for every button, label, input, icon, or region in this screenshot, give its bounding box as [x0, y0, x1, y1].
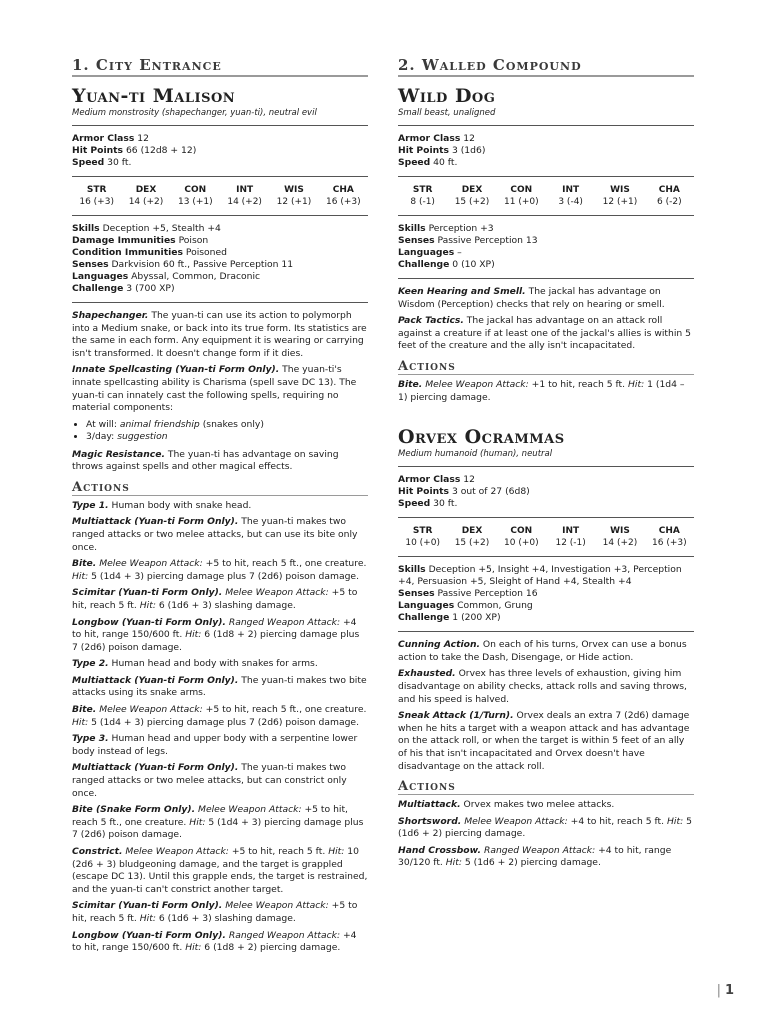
languages: Languages – — [398, 247, 462, 258]
action-entry: Type 1. Human body with snake head. — [72, 499, 252, 511]
ability-wis: WIS 12 (+1) — [276, 185, 312, 207]
action-entry: Longbow (Yuan-ti Form Only). Ranged Weapon Attack: +4 to hit, range 150/600 ft. Hit: 6 (1d8 + 2) piercing damage plus 7 (2d6) poison damage. — [72, 616, 360, 653]
trait: Keen Hearing and Smell. The jackal has advantage on Wisdom (Perception) checks that rely on hearing or smell. — [398, 286, 665, 310]
ability-con: CON 11 (+0) — [504, 185, 539, 207]
hit-points: Hit Points 3 out of 27 (6d8) — [398, 486, 530, 498]
creature-type: Small beast, unaligned — [398, 108, 496, 118]
divider — [398, 466, 694, 467]
action-entry: Bite (Snake Form Only). Melee Weapon Attack: +5 to hit, reach 5 ft., one creature. Hit: 5 (1d4 + 3) piercing damage plus 7 (2d6) poison damage. — [72, 804, 364, 841]
armor-class: Armor Class 12 — [398, 474, 475, 486]
trait: Shapechanger. The yuan-ti can use its action to polymorph into a Medium snake, or back into its true form. Its statistics are the same in each form. Any equipment it is wearing or carrying isn't transformed. It doesn't change form if it dies. — [72, 310, 367, 359]
ability-int: INT 3 (-4) — [558, 185, 583, 207]
ability-scores — [72, 184, 368, 208]
trait: Magic Resistance. The yuan-ti has advantage on saving throws against spells and other magical effects. — [72, 448, 339, 473]
divider — [398, 215, 694, 216]
page-number-divider: | — [716, 983, 721, 998]
hit-points: Hit Points 3 (1d6) — [398, 145, 486, 156]
armor-class: Armor Class 12 — [398, 133, 475, 144]
ability-cha: CHA 6 (-2) — [657, 185, 682, 207]
action-list — [398, 379, 694, 404]
action-entry: Multiattack (Yuan-ti Form Only). The yuan-ti makes two ranged attacks or two melee attacks, but can constrict only once. — [72, 762, 347, 799]
action-entry: Multiattack. Orvex makes two melee attacks. — [398, 799, 615, 811]
ability-wis: WIS 12 (+1) — [602, 185, 638, 207]
stat-block-wild-dog — [398, 85, 694, 404]
action-entry: Shortsword. Melee Weapon Attack: +4 to hit, reach 5 ft. Hit: 5 (1d6 + 2) piercing damage. — [398, 815, 692, 840]
ability-con: CON 13 (+1) — [178, 185, 213, 207]
action-entry: Multiattack (Yuan-ti Form Only). The yuan-ti makes two ranged attacks or two melee attacks, but can use its bite only once. — [72, 516, 358, 553]
divider — [398, 631, 694, 632]
action-entry: Scimitar (Yuan-ti Form Only). Melee Weapon Attack: +5 to hit, reach 5 ft. Hit: 6 (1d6 + 3) slashing damage. — [72, 900, 358, 924]
condition-immunities: Condition Immunities Poisoned — [72, 247, 227, 258]
section-title-walled-compound: 2. Walled Compound — [398, 56, 694, 77]
trait: Cunning Action. On each of his turns, Orvex can use a bonus action to take the Dash, Disengage, or Hide action. — [398, 639, 687, 663]
section-title-city-entrance: 1. City Entrance — [72, 56, 368, 77]
action-entry: Bite. Melee Weapon Attack: +5 to hit, reach 5 ft., one creature. Hit: 5 (1d4 + 3) piercing damage plus 7 (2d6) poison damage. — [72, 558, 367, 582]
divider — [398, 556, 694, 557]
spacer — [398, 408, 694, 426]
senses: Senses Passive Perception 13 — [398, 235, 538, 246]
skills: Skills Deception +5, Insight +4, Investigation +3, Perception +4, Persuasion +5, Sleight of Hand +4, Stealth +4 — [398, 564, 682, 588]
ability-cha: CHA 16 (+3) — [652, 526, 687, 549]
divider — [398, 125, 694, 126]
trait: Exhausted. Orvex has three levels of exhaustion, giving him disadvantage on ability checks, attack rolls and saving throws, and his speed is halved. — [398, 668, 687, 705]
trait: Pack Tactics. The jackal has advantage on an attack roll against a creature if at least one of the jackal's allies is within 5 feet of the creature and the ally isn't incapacitated. — [398, 315, 691, 352]
senses: Senses Passive Perception 16 — [398, 588, 538, 600]
ability-scores — [398, 184, 694, 208]
speed: Speed 30 ft. — [398, 498, 458, 510]
ability-str: STR 10 (+0) — [405, 526, 440, 549]
ability-con: CON 10 (+0) — [504, 526, 539, 549]
damage-immunities: Damage Immunities Poison — [72, 235, 209, 246]
challenge: Challenge 3 (700 XP) — [72, 283, 175, 294]
right-column — [398, 56, 694, 874]
creature-type: Medium humanoid (human), neutral — [398, 449, 553, 460]
left-column — [72, 56, 368, 959]
creature-name: Wild Dog — [398, 85, 496, 107]
actions-heading: Actions — [72, 480, 368, 496]
action-entry: Bite. Melee Weapon Attack: +1 to hit, reach 5 ft. Hit: 1 (1d4 – 1) piercing damage. — [398, 378, 685, 403]
spell-list-item: • 3/day: suggestion — [86, 431, 368, 443]
ability-int: INT 14 (+2) — [227, 185, 262, 207]
speed: Speed 40 ft. — [398, 157, 458, 168]
page-number: | 1 — [716, 983, 734, 998]
senses: Senses Darkvision 60 ft., Passive Perception 11 — [72, 259, 294, 270]
action-entry: Constrict. Melee Weapon Attack: +5 to hit, reach 5 ft. Hit: 10 (2d6 + 3) bludgeoning damage, and the target is grappled (escape DC 13). Until this grapple ends, the target is restrained, and the yuan-ti can't constrict another target. — [72, 846, 368, 895]
action-list — [72, 500, 368, 955]
divider — [72, 125, 368, 126]
ability-wis: WIS 14 (+2) — [602, 526, 638, 549]
divider — [398, 278, 694, 279]
languages: Languages Common, Grung — [398, 600, 533, 612]
languages: Languages Abyssal, Common, Draconic — [72, 271, 261, 282]
speed: Speed 30 ft. — [72, 157, 132, 168]
trait: Sneak Attack (1/Turn). Orvex deals an extra 7 (2d6) damage when he hits a target with a weapon attack and has advantage on the attack roll, or when the target is within 5 feet of an ally of his that isn't incapacitated and Orvex doesn't have disadvantage on the attack roll. — [398, 710, 690, 772]
actions-heading: Actions — [398, 779, 694, 795]
divider — [72, 215, 368, 216]
ability-dex: DEX 14 (+2) — [128, 185, 164, 207]
divider — [398, 176, 694, 177]
action-entry: Longbow (Yuan-ti Form Only). Ranged Weapon Attack: +4 to hit, range 150/600 ft. Hit: 6 (1d8 + 2) piercing damage. — [72, 929, 357, 954]
skills: Skills Perception +3 — [398, 223, 494, 234]
action-entry: Type 3. Human head and upper body with a serpentine lower body instead of legs. — [72, 733, 358, 757]
divider — [72, 302, 368, 303]
skills: Skills Deception +5, Stealth +4 — [72, 223, 221, 234]
action-entry: Multiattack (Yuan-ti Form Only). The yuan-ti makes two bite attacks using its snake arms. — [72, 674, 367, 699]
ability-cha: CHA 16 (+3) — [326, 185, 361, 207]
actions-heading: Actions — [398, 359, 694, 375]
spell-list-item: • At will: animal friendship (snakes only) — [86, 419, 368, 431]
action-entry: Bite. Melee Weapon Attack: +5 to hit, reach 5 ft., one creature. Hit: 5 (1d4 + 3) piercing damage plus 7 (2d6) poison damage. — [72, 704, 367, 728]
divider — [398, 517, 694, 518]
armor-class: Armor Class 12 — [72, 133, 149, 144]
ability-int: INT 12 (-1) — [555, 526, 586, 549]
action-entry: Hand Crossbow. Ranged Weapon Attack: +4 to hit, range 30/120 ft. Hit: 5 (1d6 + 2) piercing damage. — [398, 844, 672, 869]
ability-scores — [398, 525, 694, 549]
challenge: Challenge 0 (10 XP) — [398, 259, 495, 270]
challenge: Challenge 1 (200 XP) — [398, 612, 501, 624]
creature-type: Medium monstrosity (shapechanger, yuan-ti), neutral evil — [72, 108, 317, 118]
stat-block-yuanti — [72, 85, 368, 955]
hit-points: Hit Points 66 (12d8 + 12) — [72, 145, 197, 156]
ability-str: STR 16 (+3) — [79, 185, 114, 207]
action-entry: Type 2. Human head and body with snakes for arms. — [72, 658, 318, 670]
stat-block-orvex — [398, 426, 694, 870]
action-list — [398, 799, 694, 870]
spell-list — [72, 419, 368, 444]
trait: Innate Spellcasting (Yuan-ti Form Only). The yuan-ti's innate spellcasting ability is Charisma (spell save DC 13). The yuan-ti can innately cast the following spells, requiring no material components: — [72, 364, 357, 414]
divider — [72, 176, 368, 177]
ability-dex: DEX 15 (+2) — [454, 185, 490, 207]
ability-str: STR 8 (-1) — [410, 185, 435, 207]
ability-dex: DEX 15 (+2) — [454, 526, 490, 549]
creature-name: Orvex Ocrammas — [398, 426, 565, 449]
creature-name: Yuan-ti Malison — [72, 85, 236, 107]
action-entry: Scimitar (Yuan-ti Form Only). Melee Weapon Attack: +5 to hit, reach 5 ft. Hit: 6 (1d6 + 3) slashing damage. — [72, 587, 358, 611]
